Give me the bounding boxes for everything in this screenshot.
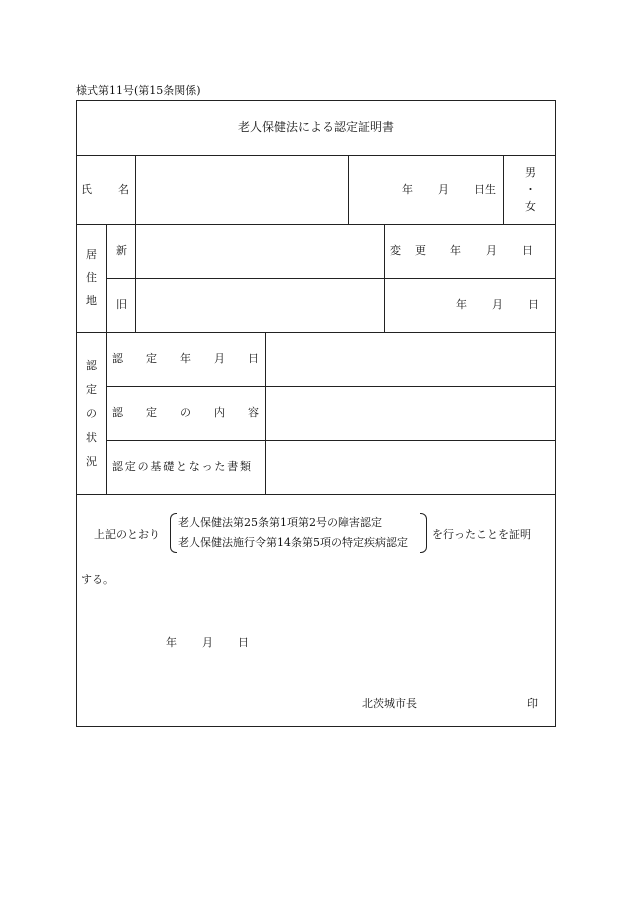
cert-basis-label: 認定の基礎となった書類 <box>112 460 253 473</box>
old-day-label: 日 <box>528 298 539 311</box>
form-number-label: 様式第11号(第15条関係) <box>76 84 201 97</box>
status-label-1: 認 <box>86 359 97 372</box>
cert-date-label-3: 年 <box>180 352 191 365</box>
vrule-residence-date <box>384 224 385 332</box>
residence-old-field[interactable] <box>136 279 384 332</box>
right-brace <box>420 513 427 553</box>
cert-date-label-4: 月 <box>214 352 225 365</box>
cert-content-label-5: 容 <box>248 406 259 419</box>
form-title: 老人保健法による認定証明書 <box>237 120 394 134</box>
vrule-gender <box>503 155 504 224</box>
name-label-2: 名 <box>118 183 129 196</box>
old-month-label: 月 <box>492 298 503 311</box>
status-label-3: の <box>86 407 97 420</box>
residence-new-label: 新 <box>116 244 127 257</box>
cert-basis-field[interactable] <box>266 441 555 494</box>
cert-suffix: を行ったことを証明 <box>432 528 531 541</box>
cert-content-field[interactable] <box>266 387 555 440</box>
issuer-name: 北茨城市長 <box>362 697 417 710</box>
status-label-5: 況 <box>86 455 97 468</box>
residence-label-2: 住 <box>86 271 97 284</box>
name-field[interactable] <box>136 156 348 224</box>
new-year-label: 年 <box>450 244 461 257</box>
change-label-1: 変 <box>390 244 401 257</box>
status-label-4: 状 <box>86 431 97 444</box>
cert-prefix: 上記のとおり <box>94 528 160 541</box>
gender-female[interactable]: 女 <box>525 200 536 213</box>
new-month-label: 月 <box>486 244 497 257</box>
residence-label-3: 地 <box>86 294 97 307</box>
cert-date-field[interactable] <box>266 333 555 386</box>
status-label-2: 定 <box>86 383 97 396</box>
residence-old-label: 旧 <box>116 298 127 311</box>
cert-content-label-3: の <box>180 406 191 419</box>
new-day-label: 日 <box>522 244 533 257</box>
issue-year-label: 年 <box>166 636 177 649</box>
residence-label-1: 居 <box>86 248 97 261</box>
rule-status <box>76 494 556 495</box>
birth-day-label: 日生 <box>474 183 496 196</box>
cert-date-label-2: 定 <box>146 352 157 365</box>
cert-content-label-2: 定 <box>146 406 157 419</box>
cert-date-label-5: 日 <box>248 352 259 365</box>
left-brace <box>170 513 177 553</box>
cert-content-label-4: 内 <box>214 406 225 419</box>
gender-male[interactable]: 男 <box>525 166 536 179</box>
birth-month-label: 月 <box>438 183 449 196</box>
cert-option-2: 老人保健法施行令第14条第5項の特定疾病認定 <box>178 536 408 549</box>
cert-line-2: する。 <box>81 573 114 586</box>
seal-mark: 印 <box>527 697 538 710</box>
residence-new-field[interactable] <box>136 225 384 278</box>
name-label-1: 氏 <box>81 183 92 196</box>
cert-option-1: 老人保健法第25条第1項第2号の障害認定 <box>178 516 382 529</box>
old-year-label: 年 <box>456 298 467 311</box>
vrule-birthdate <box>348 155 349 224</box>
change-label-2: 更 <box>415 244 426 257</box>
birth-year-label: 年 <box>402 183 413 196</box>
issue-day-label: 日 <box>238 636 249 649</box>
cert-content-label-1: 認 <box>112 406 123 419</box>
issue-month-label: 月 <box>202 636 213 649</box>
vrule-section-label <box>106 224 107 494</box>
cert-date-label-1: 認 <box>112 352 123 365</box>
gender-separator: ・ <box>525 183 536 196</box>
